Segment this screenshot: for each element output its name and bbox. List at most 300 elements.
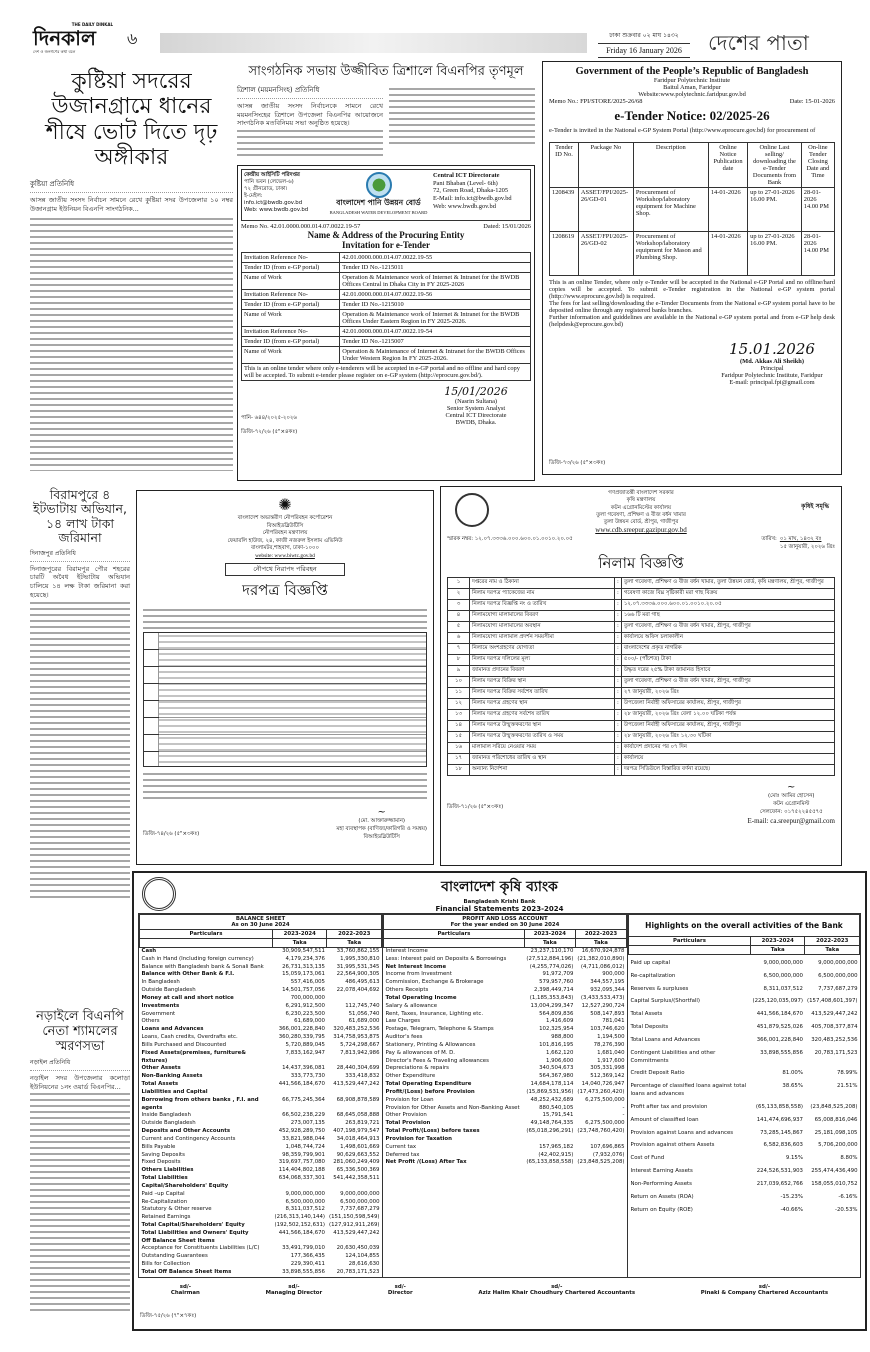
- table-row: [140, 1167, 382, 1175]
- notice-title: Name & Address of the Procuring Entity: [307, 230, 465, 240]
- table-row: [140, 1245, 382, 1253]
- particular: Current tax: [385, 1143, 417, 1150]
- unit-row: [140, 939, 382, 948]
- particular: Money at call and short notice: [141, 994, 234, 1001]
- row-number: ১৩: [448, 709, 470, 720]
- value-2023: [327, 1238, 382, 1246]
- table-row: [448, 577, 835, 588]
- value-2024: 1,048,744,724: [285, 1143, 325, 1150]
- row-number: ১৬: [448, 742, 470, 753]
- particular: Paid –up Capital: [141, 1190, 185, 1197]
- table-cell: up to 27-01-2026 16.00 PM.: [748, 232, 802, 276]
- particular: Capital/Shareholders' Equity: [141, 1182, 229, 1189]
- value-2024: 340,504,673: [539, 1065, 574, 1072]
- row-value: তুলা গবেষণা, প্রশিক্ষণ ও বীজ বর্ধন খামার, শ্রীপুর, গাজীপুর: [621, 621, 834, 632]
- particular: Total Liabilities and Owners' Equity: [141, 1229, 249, 1236]
- table-row: [384, 1081, 627, 1089]
- value-2023: 263,819,721: [345, 1120, 380, 1127]
- signer: [388, 1284, 413, 1296]
- signer-title: Chairman: [170, 1289, 200, 1296]
- memo-date: Date: 15-01-2026: [789, 98, 835, 105]
- signer: [171, 1284, 200, 1296]
- column-header: Particulars: [629, 937, 751, 946]
- value-2024: (42,402,915): [538, 1151, 574, 1158]
- value-2024: 33,491,799,010: [282, 1245, 325, 1252]
- value-2024: 8,311,037,512: [763, 985, 803, 992]
- row-value: 42.01.0000.000.014.07.0022.19-54: [340, 327, 531, 337]
- value-2024: 26,731,313,135: [282, 963, 325, 970]
- value-2023: 413,529,447,242: [811, 1011, 858, 1018]
- table-row: [384, 1112, 627, 1120]
- row-number: ১১: [448, 687, 470, 698]
- colon-separator: :: [615, 643, 622, 654]
- value-2023: 9,000,000,000: [818, 960, 858, 966]
- row-value: Operation & Maintenance work of Internet & Intranet for the BWDB Offices Under Eastern Region in FY 2025-2026.: [340, 310, 531, 327]
- row-value: ১৬৬ টি মরা গাছ: [621, 610, 834, 621]
- value-2024: 452,928,289,750: [278, 1128, 325, 1135]
- blank-cell: [384, 939, 525, 948]
- value-2023: 344,557,195: [590, 979, 625, 986]
- row-number: ৬: [448, 632, 470, 643]
- value-2024: 102,325,954: [539, 1026, 574, 1033]
- gov-title: গণপ্রজাতন্ত্রী বাংলাদেশ সরকার: [608, 490, 674, 496]
- value-2024: 38.65%: [782, 1083, 803, 1090]
- row-label: নিলামে অংশগ্রহণের যোগ্যতা: [470, 643, 615, 654]
- table-row: [550, 232, 835, 276]
- value-2024: 141,474,696,937: [756, 1116, 803, 1123]
- value-2023: 1,194,500: [597, 1034, 625, 1041]
- particular: Bills for Collection: [141, 1261, 191, 1268]
- value-2024: 451,879,525,026: [756, 1024, 803, 1031]
- particular: Law Charges: [385, 1018, 421, 1025]
- particular: Interest Earning Assets: [630, 1168, 693, 1175]
- particular: Cash in Hand (Including foreign currency): [141, 955, 254, 962]
- bank-name-english: Bangladesh Krishi Bank: [463, 899, 536, 905]
- article-body-text: [30, 600, 130, 900]
- value-2024: 73,285,145,867: [760, 1129, 803, 1136]
- table-row: [448, 720, 835, 731]
- memo-number: Memo No.: FPI/STORE/2025-26/68: [549, 98, 643, 105]
- row-value: উদ্ধৃত দরের ২৫% টাকা জামানত হিসাবে: [621, 665, 834, 676]
- particular: Fixed Deposits: [141, 1159, 181, 1166]
- value-2023: 28,616,630: [348, 1261, 380, 1268]
- value-2023: 65,008,816,046: [814, 1116, 858, 1123]
- value-2023: (23,848,525,208): [577, 1159, 625, 1166]
- article-body-text: [237, 128, 383, 156]
- memo-date: Dated: 15/01/2026: [483, 223, 531, 230]
- article-body-text: [30, 216, 233, 471]
- value-2024: 66,775,245,364: [282, 1096, 325, 1103]
- value-2023: 22,078,404,692: [336, 987, 380, 994]
- table-cell: 28-01-2026 14.00 PM: [801, 188, 834, 232]
- particular: Bills Purchased and Discounted: [141, 1041, 227, 1048]
- colon-separator: :: [615, 621, 622, 632]
- faridpur-tender-table: [549, 142, 835, 276]
- table-row: [629, 1202, 860, 1215]
- row-label: মালামাল সরিয়ে নেওয়ার সময়: [470, 742, 615, 753]
- value-2024: 441,566,184,670: [756, 1011, 803, 1018]
- particular: Statutory & Other reserve: [141, 1206, 212, 1213]
- value-2024: 14,437,396,081: [282, 1065, 325, 1072]
- signed-label: sd/-: [288, 1283, 300, 1290]
- statement-title: BALANCE SHEET: [235, 916, 286, 922]
- notice-title: নিলাম বিজ্ঞপ্তি: [598, 553, 684, 572]
- table-row: [448, 610, 835, 621]
- value-2023: 781,041: [602, 1018, 625, 1025]
- signer-email: E-mail: principal.fpi@gmail.com: [729, 379, 815, 386]
- signer-name: (Md. Akkas Ali Sheikh): [740, 358, 804, 365]
- memo-date: তারিখ: ০১ মাঘ, ১৪৩২ বঃ ১৫ জানুয়ারী, ২০২৬ খ্রিঃ: [761, 535, 835, 550]
- value-2024: 564,809,836: [539, 1010, 574, 1017]
- table-row: [629, 1125, 860, 1138]
- institute-website: Website:www.polytechnic.faridpur.gov.bd: [638, 91, 746, 98]
- table-row: [448, 654, 835, 665]
- memo-number: Memo No. 42.01.0000.000.014.07.0022.19-57: [241, 223, 361, 230]
- website-link[interactable]: website: www.biwtc.gov.bd: [255, 552, 315, 559]
- bwdb-logo-block: [326, 172, 431, 218]
- value-2023: 333,418,832: [345, 1073, 380, 1080]
- table-row: [384, 1018, 627, 1026]
- row-label: Tender ID (from e-GP portal): [242, 300, 340, 310]
- article-lead: আসন্ন জাতীয় সংসদ নির্বাচন সামনে রেখে কুষ্টিয়া সদর উপজেলার ১০ নম্বর উজানগ্রাম ইউনিয়ন বিএনপি সাংগঠনিক...: [30, 196, 233, 213]
- particular: Others Receipts: [385, 987, 429, 994]
- value-2024: 224,526,531,903: [756, 1168, 803, 1175]
- row-value: ২৭ জানুয়ারী, ২০২৬ খ্রিঃ: [621, 687, 834, 698]
- value-2024: [272, 1238, 327, 1246]
- signature-block: [709, 340, 835, 386]
- particular: Total Deposits: [630, 1024, 669, 1031]
- value-2023: 5,724,298,667: [340, 1041, 380, 1048]
- row-label: Name of Work: [242, 347, 340, 364]
- value-2023: 20,783,171,523: [336, 1268, 380, 1275]
- table-row: [629, 993, 860, 1006]
- row-value: Operation & Maintenance work of Internet & Intranet for the BWDB Offices Central in Dhaka City in FY 2025-2026: [340, 273, 531, 290]
- particular: Provision for Other Assets and Non-Banking Asset: [385, 1104, 520, 1111]
- header-gradient-bar: [160, 33, 587, 53]
- unit-row: [629, 946, 860, 955]
- table-row: [384, 1050, 627, 1058]
- value-2023: [327, 1183, 382, 1191]
- table-row: [384, 1034, 627, 1042]
- row-value: Tender ID No.-1215011: [340, 263, 531, 273]
- value-2023: 9,000,000,000: [340, 1190, 380, 1197]
- particular: Total Assets: [630, 1011, 663, 1018]
- dg-ref: ডিজি-৭৩/২৬ (৫"×৩কঃ): [549, 460, 606, 466]
- colon-separator: :: [615, 676, 622, 687]
- value-2023: 900,000: [602, 971, 625, 978]
- value-2024: 333,773,730: [290, 1073, 325, 1080]
- colon-separator: :: [615, 654, 622, 665]
- value-2023: 1,498,601,669: [340, 1143, 380, 1150]
- particular: Retained Earnings: [141, 1214, 191, 1221]
- row-value: বাংলাদেশের প্রকৃত নাগরিক: [621, 643, 834, 654]
- value-2023: 68,645,058,888: [336, 1112, 380, 1119]
- row-number: ৭: [448, 643, 470, 654]
- particular: Total Profit/(Loss) before taxes: [385, 1128, 480, 1135]
- table-row: [140, 1073, 382, 1081]
- cotton-auction-notice: [440, 486, 842, 866]
- article-byline: কুষ্টিয়া প্রতিনিধি: [30, 176, 233, 193]
- value-2024: 700,000,000: [290, 994, 325, 1001]
- value-2024: 319,697,757,080: [278, 1159, 325, 1166]
- column-header: 2022-2023: [805, 937, 860, 946]
- row-label: নিলাম দরপত্র গ্রহণের সর্বশেষ তারিখ: [470, 709, 615, 720]
- signer-office: Faridpur Polytechnic Institute, Faridpur: [721, 372, 823, 379]
- value-2024: [272, 1183, 327, 1191]
- table-header-row: [629, 937, 860, 946]
- table-title-row: [629, 915, 860, 937]
- table-row: [242, 253, 531, 263]
- value-2023: (7,932,076): [592, 1151, 625, 1158]
- signer-name: (Nasrin Sultana): [454, 398, 498, 405]
- signer-title: Aziz Halim Khair Choudhury Chartered Accountants: [478, 1289, 636, 1296]
- particular: In Bangladesh: [141, 979, 180, 986]
- table-row: [629, 1019, 860, 1032]
- column-header: 2022-2023: [575, 930, 626, 939]
- signature-block: [748, 782, 836, 825]
- table-row: [140, 1214, 382, 1222]
- value-2024: 557,416,005: [290, 979, 325, 986]
- value-2023: 78,276,390: [593, 1041, 625, 1048]
- slogan-box: নৌপথে নিরাপদ পরিবহন: [225, 563, 345, 576]
- table-row: [140, 1003, 382, 1011]
- office: কটন এগ্রোনমিস্টের কার্যালয়: [610, 504, 672, 511]
- value-2023: 8.80%: [840, 1155, 858, 1162]
- particular: Net Profit /(Loss) After Tax: [385, 1159, 467, 1166]
- row-label: Invitation Reference No-: [242, 290, 340, 300]
- signer-email: E-mail: ca.sreepur@gmail.com: [747, 816, 835, 825]
- value-2023: 407,198,979,547: [333, 1128, 380, 1135]
- table-row: [448, 643, 835, 654]
- signer-title: Managing Director: [265, 1289, 323, 1296]
- value-2023: 413,529,447,242: [333, 1081, 380, 1088]
- table-row: [242, 263, 531, 273]
- table-row: [384, 1120, 627, 1128]
- particular: Profit/(Loss) before Provision: [385, 1088, 475, 1095]
- value-2024: 1,906,600: [545, 1057, 574, 1064]
- particular: Cost of Fund: [630, 1155, 665, 1162]
- article-headline: কুষ্টিয়া সদরের উজানগ্রামে ধানের শীষে ভোট দিতে দৃঢ় অঙ্গীকার: [45, 69, 218, 170]
- value-2023: 28,440,304,699: [336, 1065, 380, 1072]
- value-2024: 9,000,000,000: [763, 960, 803, 966]
- table-row: [448, 599, 835, 610]
- value-2023: -: [622, 1104, 625, 1111]
- particular: Acceptance for Constituents Liabilities (L/C): [141, 1245, 260, 1252]
- column-header: Particulars: [140, 930, 273, 939]
- table-row: [140, 987, 382, 995]
- value-2023: 31,995,531,345: [336, 963, 380, 970]
- bank-logo-icon: [142, 877, 176, 911]
- address-line: বাংলামটর,শাহবাগ, ঢাকা-১০০০: [250, 545, 320, 552]
- value-2023: 305,331,998: [590, 1065, 625, 1072]
- article-birampur: [30, 488, 130, 888]
- table-row: [140, 1238, 382, 1246]
- website-link[interactable]: www.cdb.sreepur.gazipur.gov.bd: [595, 526, 687, 535]
- value-2024: 1,416,609: [545, 1018, 574, 1025]
- value-2024: (65,133,858,558): [755, 1103, 803, 1110]
- particular: Total Liabilities: [141, 1175, 188, 1182]
- balance-sheet-table: [139, 914, 382, 1277]
- row-label: নিলাম দরপত্র উন্মুক্তকরণের তারিখ ও সময়: [470, 731, 615, 742]
- ministry: নৌপরিবহন মন্ত্রণালয়: [262, 530, 308, 537]
- value-2023: 6,500,000,000: [340, 1198, 380, 1205]
- date-bangla: ঢাকা শুক্রবার ০২ মাঘ ১৪৩২: [598, 30, 690, 44]
- particular: Provision for Taxation: [385, 1135, 452, 1142]
- table-row: [448, 632, 835, 643]
- article-body-text-column: [389, 86, 535, 148]
- value-2023: 103,746,620: [590, 1026, 625, 1033]
- table-title: [384, 915, 627, 930]
- particular: Loans, Cash credits, Overdrafts etc.: [141, 1034, 238, 1041]
- table-row: [140, 1011, 382, 1019]
- logo-tagline: দেশ ও জনগণের কথা বলে: [33, 49, 76, 54]
- masthead-logo: [33, 22, 113, 58]
- row-label: নিলাম দরপত্র দলিলের মূল্য: [470, 654, 615, 665]
- table-row: [384, 1144, 627, 1152]
- value-2023: 7,737,687,279: [818, 985, 858, 992]
- table-row: [384, 1042, 627, 1050]
- value-2024: 1,662,120: [545, 1049, 574, 1056]
- row-label: Tender ID (from e-GP portal): [242, 337, 340, 347]
- slogan-logo: কৃষিই সমৃদ্ধি: [801, 503, 829, 510]
- table-row: [629, 955, 860, 968]
- table-row: [448, 764, 835, 775]
- row-value: Tender ID No.-1215007: [340, 337, 531, 347]
- column-header: 2023-2024: [750, 937, 805, 946]
- column-header: Description: [633, 143, 708, 188]
- value-2023: 281,060,249,409: [333, 1159, 380, 1166]
- row-number: ৫: [448, 621, 470, 632]
- value-2023: 20,783,171,523: [814, 1049, 858, 1056]
- value-2023: 512,369,142: [590, 1073, 625, 1080]
- institute-name: Faridpur Polytechnic Institute: [653, 77, 731, 84]
- notice-intro-text: [143, 607, 427, 629]
- value-2024: 6,500,000,000: [285, 1198, 325, 1205]
- header-date: [598, 30, 690, 58]
- table-row: [629, 1137, 860, 1150]
- value-2023: [327, 995, 382, 1003]
- logo-subtitle: THE DAILY DINKAL: [71, 22, 113, 27]
- value-2023: (17,473,260,420): [577, 1088, 625, 1095]
- particular: Percentage of classified loans against total loans and advances: [630, 1083, 747, 1098]
- value-2024: 360,280,339,795: [278, 1034, 325, 1041]
- value-2024: 66,502,238,229: [282, 1112, 325, 1119]
- value-2023: (23,848,525,208): [810, 1103, 858, 1110]
- value-2023: 51,056,740: [348, 1010, 380, 1017]
- value-2024: 441,566,184,670: [278, 1229, 325, 1236]
- date-english: Friday 16 January 2026: [598, 44, 690, 58]
- table-row: [448, 731, 835, 742]
- table-row: [140, 1144, 382, 1152]
- value-2024: 98,359,799,901: [282, 1151, 325, 1158]
- colon-separator: :: [615, 709, 622, 720]
- table-title: [629, 915, 860, 937]
- row-value: কার্যাদেশ প্রদানের পর ০৭ দিন: [621, 742, 834, 753]
- colon-separator: :: [615, 698, 622, 709]
- table-header-row: [550, 143, 835, 188]
- table-header-row: [140, 930, 382, 939]
- page-number: ৬: [127, 29, 138, 48]
- value-2024: 273,007,135: [290, 1120, 325, 1127]
- particular: Provision for Loan: [385, 1096, 434, 1103]
- bwdb-tender-table: [241, 252, 531, 364]
- notice-subtitle: Invitation for e-Tender: [341, 240, 430, 250]
- table-title-row: [140, 915, 382, 930]
- particular: Liabilities and Capital: [141, 1088, 208, 1095]
- value-2023: 1,917,600: [597, 1057, 625, 1064]
- column-header: 2023-2024: [272, 930, 327, 939]
- farm: তুলা গবেষণা, প্রশিক্ষণ ও বীজ বর্ধন খামার: [596, 511, 686, 518]
- value-2023: 90,629,663,552: [336, 1151, 380, 1158]
- row-number: ৩: [448, 599, 470, 610]
- bank-name-bangla: বাংলাদেশ কৃষি ব্যাংক: [441, 879, 558, 895]
- value-2024: 9,000,000,000: [285, 1190, 325, 1197]
- row-label: নিলাম দরপত্র প্যাকেজের নাম: [470, 588, 615, 599]
- value-2023: 14,040,726,947: [581, 1081, 625, 1088]
- signature-date: 15/01/2026: [444, 385, 508, 398]
- table-row: [448, 621, 835, 632]
- value-2023: 486,495,613: [345, 979, 380, 986]
- table-row: [384, 964, 627, 972]
- value-2024: 6,500,000,000: [763, 972, 803, 979]
- bwdb-name-english: BANGLADESH WATER DEVELOPMENT BOARD: [329, 210, 428, 215]
- signer-title: কটন এগ্রোনমিস্ট: [773, 800, 810, 807]
- particular: Inside Bangladesh: [141, 1112, 191, 1119]
- particular: Others Liabilities: [141, 1167, 194, 1174]
- value-2024: 366,001,228,840: [756, 1036, 803, 1043]
- particular: Less: Interest paid on Deposits & Borrowings: [385, 955, 507, 962]
- row-label: Name of Work: [242, 310, 340, 327]
- table-cell: up to 27-01-2026 16.00 PM.: [748, 188, 802, 232]
- particular: Other Expenditure: [385, 1073, 436, 1080]
- row-value: উপজেলা নির্বাহী অফিসারের কার্যালয়, শ্রীপুর, গাজীপুর: [621, 698, 834, 709]
- value-2024: (65,133,858,558): [526, 1159, 574, 1166]
- value-2023: 6,500,000,000: [818, 972, 858, 979]
- particular: Other Assets: [141, 1065, 181, 1072]
- value-2023: 1,681,040: [597, 1049, 625, 1056]
- table-row: [242, 337, 531, 347]
- table-row: [242, 300, 531, 310]
- value-2024: 6,582,836,603: [763, 1142, 803, 1149]
- value-2024: 441,566,184,670: [278, 1081, 325, 1088]
- value-2023: 508,147,893: [590, 1010, 625, 1017]
- particular: Cash: [141, 948, 157, 954]
- value-2024: [524, 1136, 575, 1144]
- value-2024: 157,965,182: [539, 1143, 574, 1150]
- table-row: [629, 1176, 860, 1189]
- signer-dept: Central ICT Directorate: [445, 412, 507, 419]
- table-row: [140, 979, 382, 987]
- value-2024: 14,501,757,056: [282, 987, 325, 994]
- value-2024: 9.15%: [785, 1155, 803, 1162]
- value-2023: -20.53%: [835, 1206, 858, 1213]
- particular: Contingent Liabilities and other Commitments: [630, 1049, 716, 1064]
- value-2024: 91,972,709: [542, 971, 574, 978]
- row-value: তুলা গবেষণা, প্রশিক্ষণ ও বীজ বর্ধন খামার, তুলা উন্নয়ন বোর্ড, কৃষি মন্ত্রণালয়, শ্রীপুর, গাজীপুর: [621, 577, 834, 588]
- particular: Salary & allowance: [385, 1002, 438, 1009]
- value-2024: 177,366,435: [290, 1253, 325, 1260]
- value-2024: (216,313,140,144): [274, 1214, 325, 1221]
- institute-address: Baitul Aman, Faridpur: [663, 84, 721, 91]
- table-row: [384, 1026, 627, 1034]
- unit-label: Taka: [272, 939, 327, 948]
- value-2023: 6,275,500,000: [585, 1096, 625, 1103]
- particular: Non-Performing Assets: [630, 1180, 692, 1187]
- logo-text: দিনকাল: [33, 26, 96, 50]
- value-2024: 33,898,555,856: [760, 1049, 803, 1056]
- particular: Investments: [141, 1002, 180, 1009]
- value-2024: (4,255,774,026): [529, 963, 574, 970]
